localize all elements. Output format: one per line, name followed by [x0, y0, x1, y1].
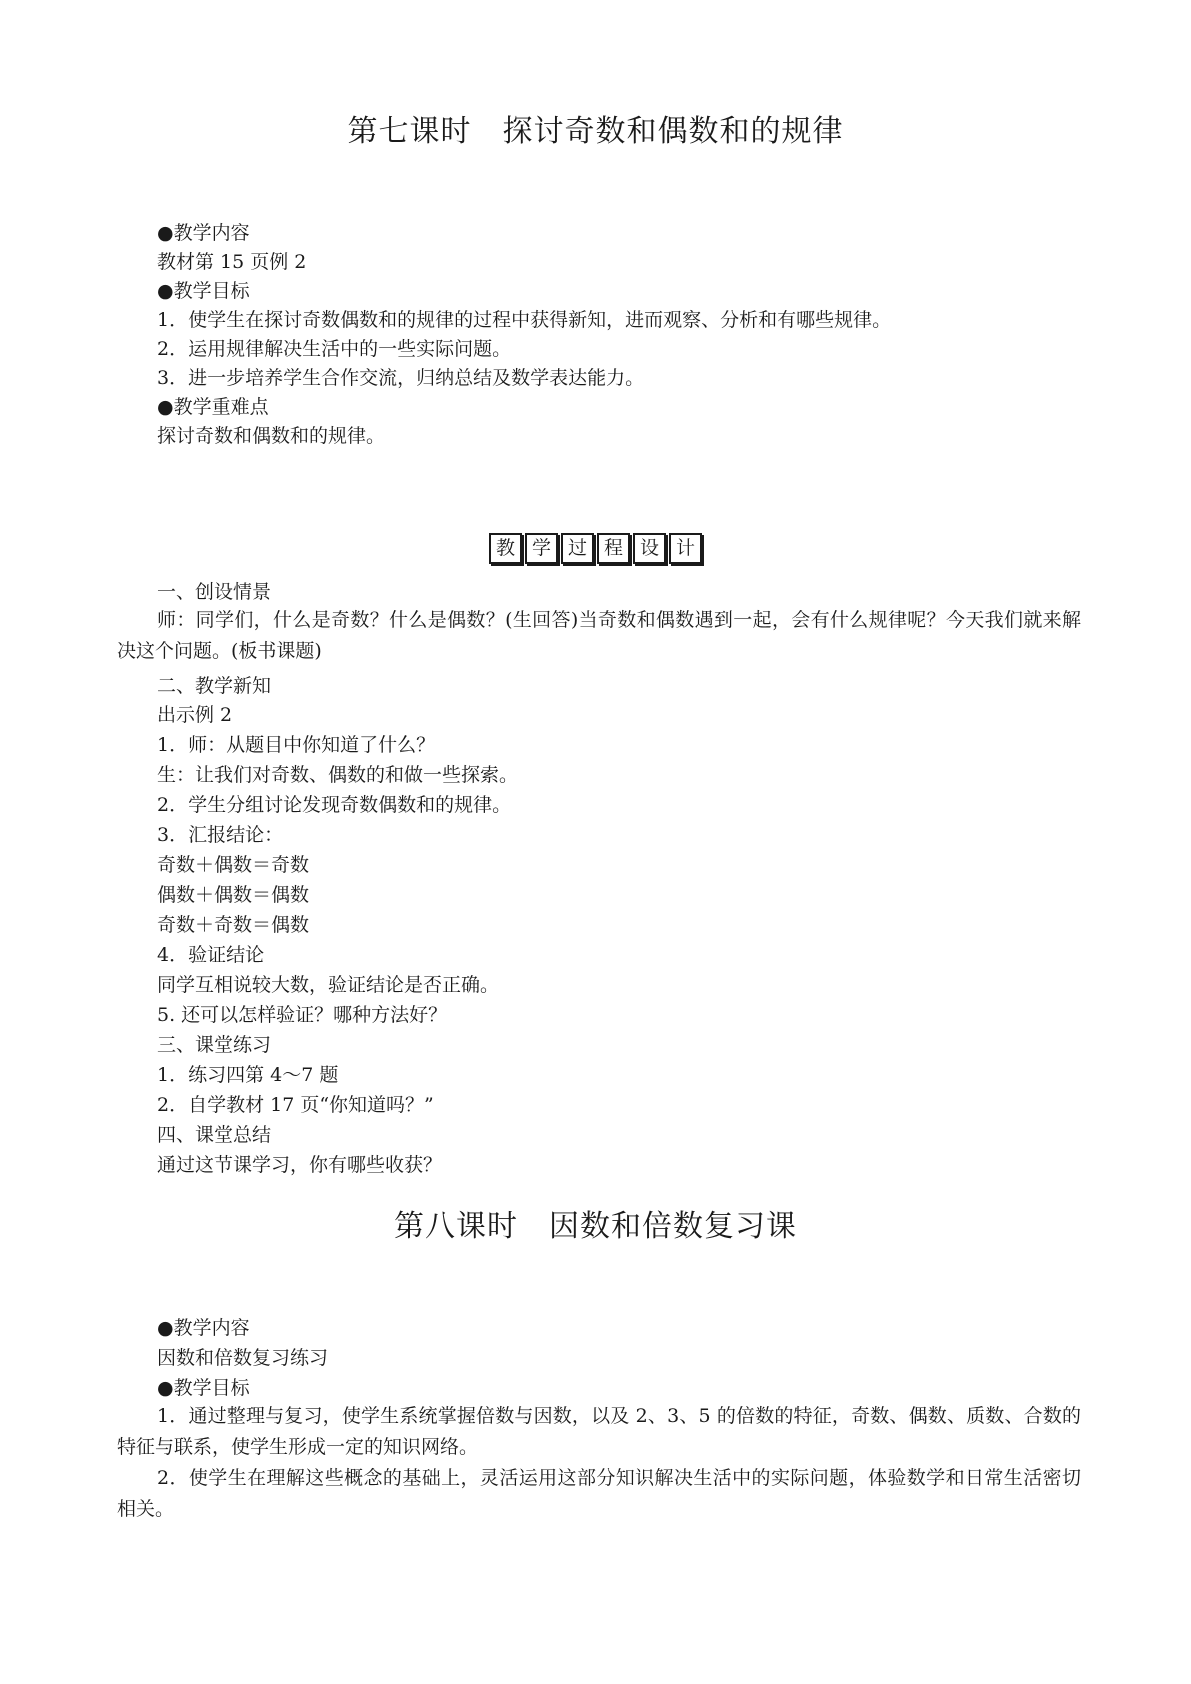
teaching-content-heading: ●教学内容	[157, 222, 250, 244]
teaching-goals-heading: ●教学目标	[157, 280, 250, 302]
boxed-character: 计	[669, 533, 702, 564]
text-line: 2．学生分组讨论发现奇数偶数和的规律。	[157, 794, 512, 816]
key-points-text: 探讨奇数和偶数和的规律。	[157, 425, 386, 447]
section-heading: 二、教学新知	[157, 675, 272, 697]
text-line: 2．自学教材 17 页“你知道吗？”	[157, 1094, 434, 1116]
paragraph: 师：同学们，什么是奇数？什么是偶数？(生回答)当奇数和偶数遇到一起，会有什么规律呢？今天我们就来解决这个问题。(板书课题)	[117, 609, 1081, 662]
boxed-character: 程	[597, 533, 630, 564]
lesson7-title: 第七课时 探讨奇数和偶数和的规律	[347, 114, 844, 149]
rule-line: 偶数＋偶数＝偶数	[157, 884, 310, 906]
key-points-heading: ●教学重难点	[157, 396, 269, 418]
teaching-content-text: 教材第 15 页例 2	[157, 251, 307, 273]
goal-item: 1．通过整理与复习，使学生系统掌握倍数与因数，以及 2、3、5 的倍数的特征，奇数、偶数、质数、合数的特征与联系，使学生形成一定的知识网络。	[117, 1405, 1081, 1458]
lesson8-title: 第八课时 因数和倍数复习课	[394, 1209, 797, 1244]
text-line: 同学互相说较大数，验证结论是否正确。	[157, 974, 500, 996]
text-line: 生：让我们对奇数、偶数的和做一些探索。	[157, 764, 519, 786]
text-line: 4．验证结论	[157, 944, 265, 966]
goal-item: 2．运用规律解决生活中的一些实际问题。	[157, 338, 512, 360]
text-line: 1．师：从题目中你知道了什么？	[157, 734, 436, 756]
text-line: 5. 还可以怎样验证？哪种方法好？	[157, 1004, 448, 1026]
boxed-character: 过	[561, 533, 594, 564]
rule-line: 奇数＋偶数＝奇数	[157, 854, 310, 876]
boxed-character: 学	[525, 533, 558, 564]
text-line: 通过这节课学习，你有哪些收获？	[157, 1154, 443, 1176]
teaching-goals-heading: ●教学目标	[157, 1377, 250, 1399]
rule-line: 奇数＋奇数＝偶数	[157, 914, 310, 936]
goal-item: 3．进一步培养学生合作交流，归纳总结及数学表达能力。	[157, 367, 645, 389]
boxed-character: 教	[489, 533, 522, 564]
section-heading: 一、创设情景	[157, 581, 272, 603]
boxed-character: 设	[633, 533, 666, 564]
section-heading: 三、课堂练习	[157, 1034, 272, 1056]
text-line: 出示例 2	[157, 704, 233, 726]
goal-item: 1．使学生在探讨奇数偶数和的规律的过程中获得新知，进而观察、分析和有哪些规律。	[157, 309, 892, 331]
teaching-process-design-banner	[0, 533, 1191, 564]
text-line: 1．练习四第 4～7 题	[157, 1064, 339, 1086]
teaching-content-text: 因数和倍数复习练习	[157, 1347, 329, 1369]
text-line: 3．汇报结论：	[157, 824, 284, 846]
goal-item: 2．使学生在理解这些概念的基础上，灵活运用这部分知识解决生活中的实际问题，体验数学和日常生活密切相关。	[117, 1467, 1081, 1520]
teaching-content-heading: ●教学内容	[157, 1317, 250, 1339]
section-heading: 四、课堂总结	[157, 1124, 272, 1146]
